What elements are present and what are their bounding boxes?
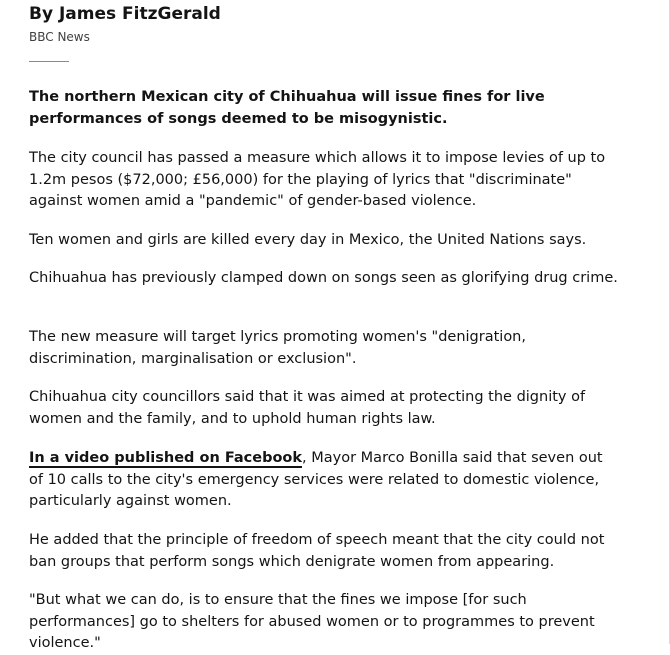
byline-divider: [29, 61, 69, 62]
facebook-video-link[interactable]: In a video published on Facebook: [29, 450, 303, 466]
paragraph-5: Chihuahua city councillors said that it was aimed at protecting the dignity of women and the family, and to uphold human rights law.: [29, 389, 586, 427]
byline-organization: BBC News: [29, 30, 90, 44]
paragraph-4: The new measure will target lyrics promoting women's "denigration, discrimination, marginalisation or exclusion".: [29, 329, 526, 367]
paragraph-3: Chihuahua has previously clamped down on songs seen as glorifying drug crime.: [29, 270, 618, 286]
paragraph-1: The city council has passed a measure which allows it to impose levies of up to 1.2m pesos ($72,000; £56,000) for the playing of lyrics that "discriminate" against women amid a "pandemic" of gender-based violence.: [29, 150, 606, 209]
byline-author: By James FitzGerald: [29, 4, 221, 24]
paragraph-2: Ten women and girls are killed every day in Mexico, the United Nations says.: [29, 232, 587, 248]
article-lead: The northern Mexican city of Chihuahua will issue fines for live performances of songs deemed to be misogynistic.: [29, 89, 545, 127]
paragraph-6: [29, 448, 619, 513]
paragraph-6-text: , Mayor Marco Bonilla said that seven out of 10 calls to the city's emergency services were related to domestic violence, particularly against women.: [29, 450, 603, 509]
paragraph-8: "But what we can do, is to ensure that the fines we impose [for such performances] go to shelters for abused women or to programmes to prevent violence.": [29, 592, 595, 651]
paragraph-7: He added that the principle of freedom of speech meant that the city could not ban groups that perform songs which denigrate women from appearing.: [29, 532, 605, 570]
